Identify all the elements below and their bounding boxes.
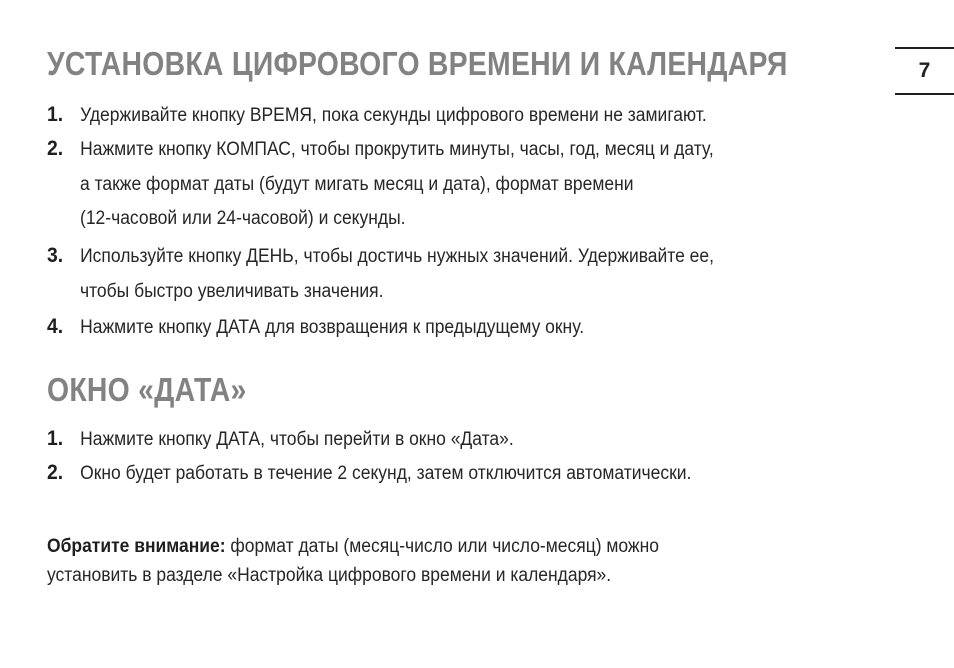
step-text: Удерживайте кнопку ВРЕМЯ, пока секунды цифрового времени не замигают. bbox=[80, 105, 707, 126]
step-number: 2. bbox=[47, 461, 64, 484]
note-text-line-2: установить в разделе «Настройка цифрового времени и календаря». bbox=[47, 565, 612, 586]
time-step-2-line-2: а также формат даты (будут мигать месяц и дата), формат времени bbox=[80, 174, 634, 195]
step-number: 4. bbox=[47, 315, 64, 338]
note-paragraph bbox=[47, 532, 659, 590]
time-step-1 bbox=[47, 98, 707, 133]
date-step-2 bbox=[47, 456, 691, 491]
time-step-4 bbox=[47, 310, 584, 345]
step-text: Используйте кнопку ДЕНЬ, чтобы достичь нужных значений. Удерживайте ее, bbox=[80, 246, 714, 267]
time-step-3-line-2: чтобы быстро увеличивать значения. bbox=[80, 281, 384, 302]
date-step-1 bbox=[47, 422, 514, 457]
time-step-2-line-3: (12-часовой или 24-часовой) и секунды. bbox=[80, 208, 406, 229]
step-text: Нажмите кнопку ДАТА, чтобы перейти в окно «Дата». bbox=[80, 429, 514, 450]
section-title-date-window: ОКНО «ДАТА» bbox=[47, 371, 247, 408]
step-text: Нажмите кнопку КОМПАС, чтобы прокрутить минуты, часы, год, месяц и дату, bbox=[80, 139, 714, 160]
step-text: Окно будет работать в течение 2 секунд, затем отключится автоматически. bbox=[80, 463, 692, 484]
step-number: 3. bbox=[47, 244, 64, 267]
step-number: 2. bbox=[47, 137, 64, 160]
step-number: 1. bbox=[47, 427, 64, 450]
section-title-time-calendar: УСТАНОВКА ЦИФРОВОГО ВРЕМЕНИ И КАЛЕНДАРЯ bbox=[47, 45, 788, 82]
note-text-line-1: формат даты (месяц-число или число-месяц) можно bbox=[225, 536, 660, 557]
step-number: 1. bbox=[47, 103, 64, 126]
note-label: Обратите внимание: bbox=[47, 536, 226, 557]
step-text: Нажмите кнопку ДАТА для возвращения к предыдущему окну. bbox=[80, 317, 585, 338]
page-number: 7 bbox=[918, 59, 931, 82]
time-step-2 bbox=[47, 132, 714, 167]
page-number-box bbox=[895, 47, 954, 95]
time-step-3 bbox=[47, 239, 714, 274]
